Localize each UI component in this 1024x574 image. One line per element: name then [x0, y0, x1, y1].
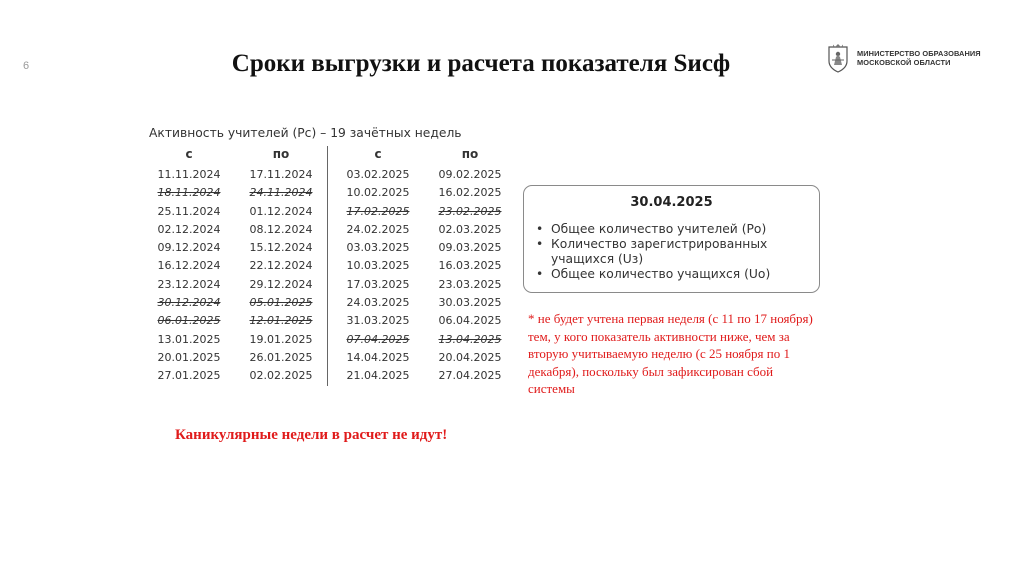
column-header: с	[185, 147, 193, 161]
column-header: с	[374, 147, 382, 161]
table-cell: 27.04.2025	[438, 369, 502, 383]
indicator-list	[524, 222, 819, 282]
table-cell: 07.04.2025	[346, 332, 410, 346]
list-item: • Общее количество учащихся (Uо)	[536, 267, 819, 282]
table-cell: 12.01.2025	[249, 314, 313, 328]
list-item: • Общее количество учителей (Ро)	[536, 222, 819, 237]
holiday-note: Каникулярные недели в расчет не идут!	[175, 427, 448, 443]
table-cell: 01.12.2024	[249, 204, 313, 218]
table-cell: 08.12.2024	[249, 222, 313, 236]
table-cell: 31.03.2025	[346, 314, 410, 328]
table-cell: 02.12.2024	[157, 222, 221, 236]
table-cell: 30.12.2024	[157, 296, 221, 310]
column-left-from	[143, 146, 235, 386]
table-cell: 20.01.2025	[157, 350, 221, 364]
ministry-name-line2: МОСКОВСКОЙ ОБЛАСТИ	[857, 58, 951, 67]
ministry-name-line1: МИНИСТЕРСТВО ОБРАЗОВАНИЯ	[857, 49, 981, 58]
table-cell: 24.11.2024	[249, 186, 313, 200]
table-cell: 13.01.2025	[157, 332, 221, 346]
table-cell: 19.01.2025	[249, 332, 313, 346]
table-cell: 14.04.2025	[346, 350, 410, 364]
table-cell: 13.04.2025	[438, 332, 502, 346]
slide-number: 6	[23, 60, 30, 72]
table-cell: 05.01.2025	[249, 296, 313, 310]
table-cell: 24.03.2025	[346, 296, 410, 310]
table-cell: 21.04.2025	[346, 369, 410, 383]
table-cell: 09.02.2025	[438, 168, 502, 181]
table-cell: 16.02.2025	[438, 186, 502, 200]
table-cell: 03.03.2025	[346, 241, 410, 255]
table-cell: 16.03.2025	[438, 259, 502, 273]
table-cell: 06.01.2025	[157, 314, 221, 328]
table-cell: 09.12.2024	[157, 241, 221, 255]
table-cell: 23.12.2024	[157, 277, 221, 291]
table-cell: 03.02.2025	[346, 168, 410, 181]
column-right-to	[424, 146, 516, 386]
table-cell: 24.02.2025	[346, 222, 410, 236]
table-cell: 10.03.2025	[346, 259, 410, 273]
moscow-region-coat-of-arms-icon	[826, 43, 850, 73]
weeks-table	[143, 146, 516, 386]
ministry-logo	[826, 43, 981, 73]
table-cell: 18.11.2024	[157, 186, 221, 200]
table-cell: 17.03.2025	[346, 277, 410, 291]
table-cell: 11.11.2024	[157, 168, 221, 181]
table-cell: 22.12.2024	[249, 259, 313, 273]
page-title: Сроки выгрузки и расчета показателя Sиcф	[231, 50, 731, 77]
column-right-from	[332, 146, 424, 386]
table-cell: 02.03.2025	[438, 222, 502, 236]
table-cell: 27.01.2025	[157, 369, 221, 383]
table-cell: 09.03.2025	[438, 241, 502, 255]
ministry-name	[857, 49, 981, 67]
list-item: • Количество зарегистрированных учащихся (Uз)	[536, 237, 819, 267]
calculation-date: 30.04.2025	[630, 195, 713, 210]
column-header: по	[461, 147, 479, 161]
table-caption: Активность учителей (Рс) – 19 зачётных недель	[149, 126, 462, 140]
table-cell: 16.12.2024	[157, 259, 221, 273]
column-header: по	[272, 147, 290, 161]
table-cell: 17.11.2024	[249, 168, 313, 181]
table-cell: 06.04.2025	[438, 314, 502, 328]
table-cell: 15.12.2024	[249, 241, 313, 255]
footnote: * не будет учтена первая неделя (с 11 по 17 ноября) тем, у кого показатель активности ниже, чем за вторую учитываемую неделю (с 25 ноября по 1 декабря), поскольку был зафиксирован сбой системы	[528, 311, 813, 397]
table-cell: 23.02.2025	[438, 204, 502, 218]
table-cell: 10.02.2025	[346, 186, 410, 200]
table-cell: 29.12.2024	[249, 277, 313, 291]
table-cell: 23.03.2025	[438, 277, 502, 291]
table-cell: 26.01.2025	[249, 350, 313, 364]
table-cell: 02.02.2025	[249, 369, 313, 383]
table-cell: 20.04.2025	[438, 350, 502, 364]
table-cell: 25.11.2024	[157, 204, 221, 218]
calculation-date-box	[523, 185, 820, 293]
table-cell: 17.02.2025	[346, 204, 410, 218]
table-cell: 30.03.2025	[438, 296, 502, 310]
column-left-to	[235, 146, 328, 386]
